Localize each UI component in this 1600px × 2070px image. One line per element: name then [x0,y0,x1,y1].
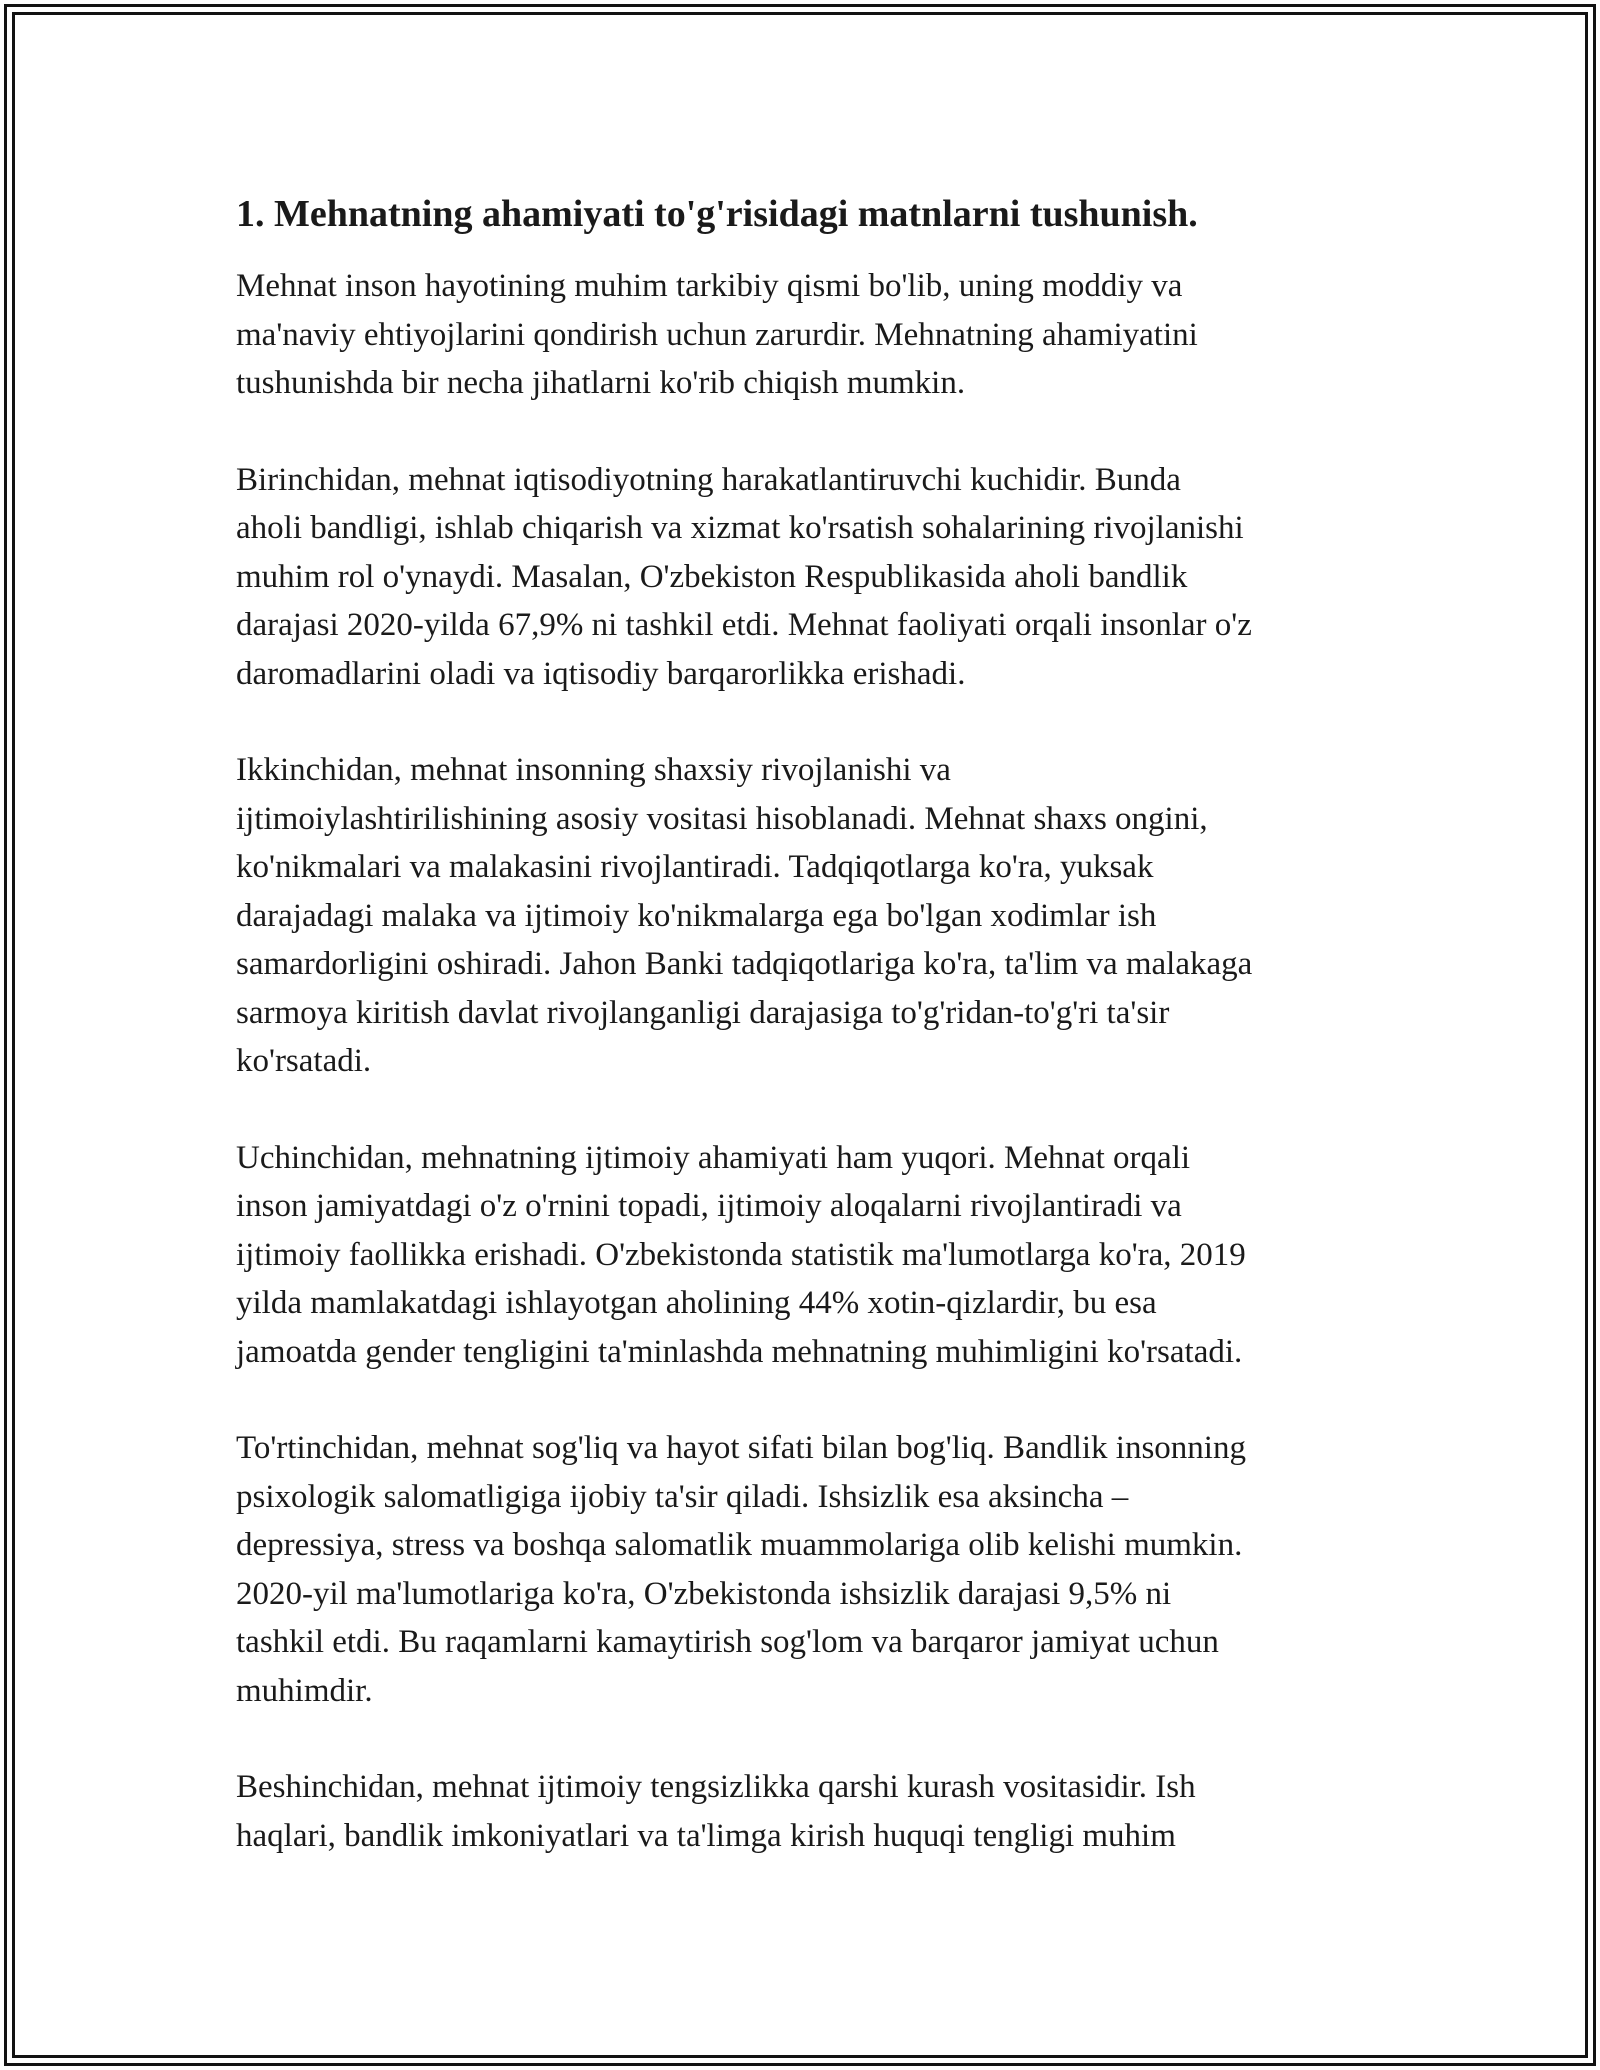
paragraph-third [236,1134,1386,1377]
paragraph-fifth [236,1763,1386,1860]
text-line: haqlari, bandlik imkoniyatlari va ta'limga kirish huquqi tengligi muhim [236,1817,1176,1854]
text-line: samardorligini oshiradi. Jahon Banki tadqiqotlariga ko'ra, ta'lim va malakaga [236,946,1253,982]
text-line: Beshinchidan, mehnat ijtimoiy tengsizlikka qarshi kurash vositasidir. Ish [236,1769,1196,1805]
text-line: Uchinchidan, mehnatning ijtimoiy ahamiyati ham yuqori. Mehnat orqali [236,1139,1191,1176]
text-line: 2020-yil ma'lumotlariga ko'ra, O'zbekistonda ishsizlik darajasi 9,5% ni [236,1575,1172,1612]
paragraph-intro [236,262,1386,408]
text-line: aholi bandligi, ishlab chiqarish va xizmat ko'rsatish sohalarining rivojlanishi [236,510,1244,546]
text-line: ko'nikmalari va malakasini rivojlantiradi. Tadqiqotlarga ko'ra, yuksak [236,849,1154,885]
document-title: 1. Mehnatning ahamiyati to'g'risidagi matnlarni tushunish. [236,193,1198,235]
document-page [236,186,1386,1908]
text-line: ma'naviy ehtiyojlarini qondirish uchun zarurdir. Mehnatning ahamiyatini [236,316,1198,353]
text-line: To'rtinchidan, mehnat sog'liq va hayot sifati bilan bog'liq. Bandlik insonning [236,1430,1246,1466]
paragraph-fourth [236,1424,1386,1715]
text-line: inson jamiyatdagi o'z o'rnini topadi, ijtimoiy aloqalarni rivojlantiradi va [236,1188,1182,1224]
text-line: darajasi 2020-yilda 67,9% ni tashkil etdi. Mehnat faoliyati orqali insonlar o'z [236,607,1252,643]
text-line: tashkil etdi. Bu raqamlarni kamaytirish sog'lom va barqaror jamiyat uchun [236,1624,1219,1660]
text-line: muhimdir. [236,1672,373,1709]
text-line: Ikkinchidan, mehnat insonning shaxsiy rivojlanishi va [236,752,951,788]
text-line: depressiya, stress va boshqa salomatlik muammolariga olib kelishi mumkin. [236,1527,1243,1563]
text-line: daromadlarini oladi va iqtisodiy barqarorlikka erishadi. [236,655,966,692]
text-line: sarmoya kiritish davlat rivojlanganligi darajasiga to'g'ridan-to'g'ri ta'sir [236,994,1170,1031]
text-line: Birinchidan, mehnat iqtisodiyotning harakatlantiruvchi kuchidir. Bunda [236,461,1181,498]
text-line: ijtimoiy faollikka erishadi. O'zbekistonda statistik ma'lumotlarga ko'ra, 2019 [236,1236,1246,1273]
text-line: ko'rsatadi. [236,1043,372,1079]
text-line: Mehnat inson hayotining muhim tarkibiy qismi bo'lib, uning moddiy va [236,268,1183,304]
text-line: jamoatda gender tengligini ta'minlashda mehnatning muhimligini ko'rsatadi. [236,1333,1243,1370]
text-line: muhim rol o'ynaydi. Masalan, O'zbekiston Respublikasida aholi bandlik [236,558,1188,595]
paragraph-first [236,456,1386,699]
text-line: psixologik salomatligiga ijobiy ta'sir qiladi. Ishsizlik esa aksincha – [236,1478,1129,1515]
text-line: darajadagi malaka va ijtimoiy ko'nikmalarga ega bo'lgan xodimlar ish [236,897,1157,934]
paragraph-second [236,746,1386,1086]
text-line: yilda mamlakatdagi ishlayotgan aholining 44% xotin-qizlardir, bu esa [236,1285,1157,1321]
text-line: tushunishda bir necha jihatlarni ko'rib chiqish mumkin. [236,365,966,401]
text-line: ijtimoiylashtirilishining asosiy vositasi hisoblanadi. Mehnat shaxs ongini, [236,800,1208,837]
